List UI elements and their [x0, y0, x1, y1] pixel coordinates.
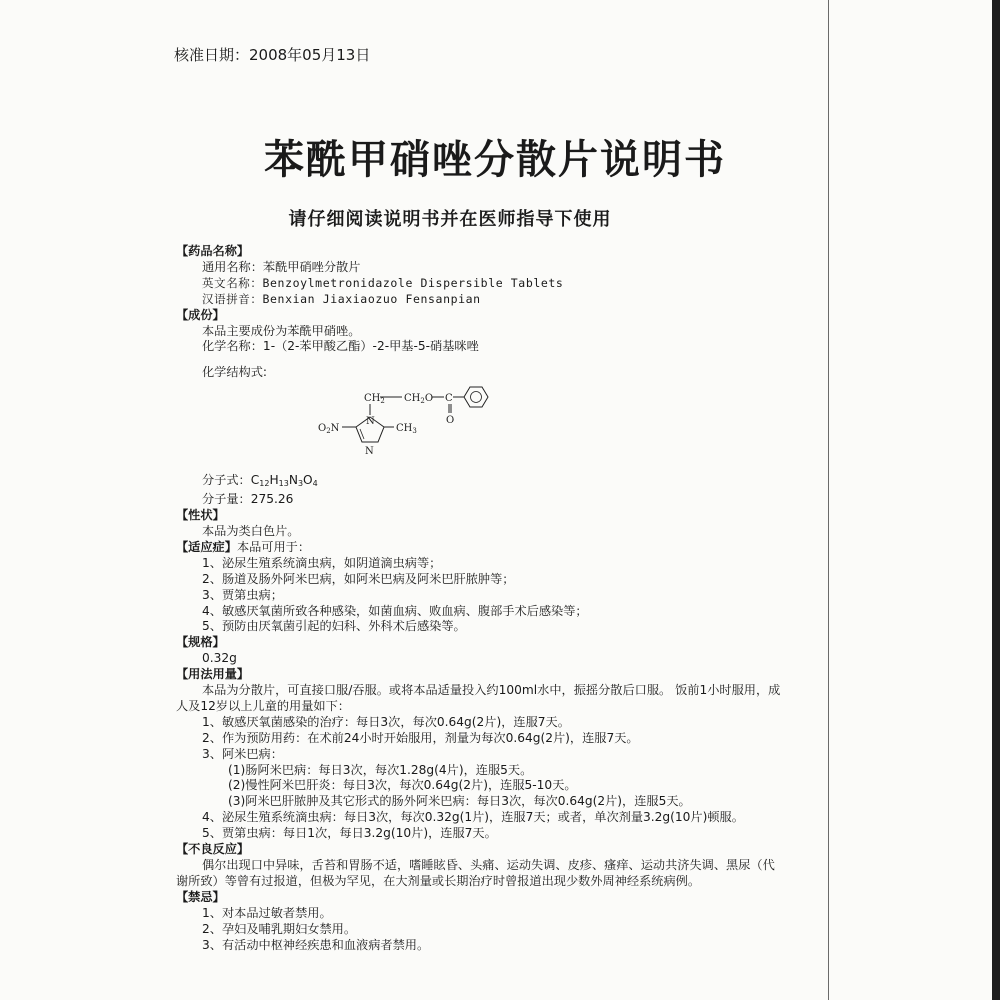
methyl-label: $CH_3$ — [396, 423, 417, 436]
approval-date: 核准日期：2008年05月13日 — [174, 46, 371, 64]
ch2-label-1: $CH_2$ — [364, 393, 385, 406]
section-heading-indications: 【适应症】 — [176, 539, 237, 554]
spec-value: 0.32g — [202, 651, 237, 666]
n3-label: N — [365, 446, 374, 458]
document-body — [176, 244, 816, 953]
section-heading-adverse: 【不良反应】 — [176, 842, 250, 857]
dosage-intro: 本品为分散片，可直接口服/吞服。或将本品适量投入约100ml水中，振摇分散后口服。 饭前1小时服用，成人及12岁以上儿童的用量如下： — [176, 683, 781, 713]
section-heading-dosage: 【用法用量】 — [176, 667, 250, 682]
indications-line — [176, 540, 816, 556]
section-heading-name: 【药品名称】 — [176, 244, 250, 258]
document-title: 苯酰甲硝唑分散片说明书 — [264, 137, 726, 183]
section-heading-contraindications: 【禁忌】 — [176, 889, 225, 904]
dosage-subitem: (3)阿米巴肝脓肿及其它形式的肠外阿米巴病：每日3次，每次0.64g(2片)，连服5天。 — [228, 794, 691, 809]
english-name: 英文名称：Benzoylmetronidazole Dispersible Tablets — [202, 275, 564, 290]
indication-item: 3、贾第虫病； — [202, 587, 283, 602]
indications-intro: 本品可用于： — [236, 539, 311, 554]
molecular-formula-line — [176, 473, 816, 492]
dosage-subitem: (1)肠阿米巴病：每日3次，每次1.28g(4片)，连服5天。 — [228, 762, 533, 777]
main-ingredient: 本品主要成份为苯酰甲硝唑。 — [202, 323, 361, 338]
section-heading-spec: 【规格】 — [176, 635, 225, 650]
dosage-item: 3、阿米巴病： — [202, 746, 283, 761]
molecular-formula: $C_{12}H_{13}N_3O_4$ — [250, 473, 318, 489]
indication-item: 4、敏感厌氧菌所致各种感染，如菌血病、败血病、腹部手术后感染等； — [202, 603, 588, 618]
generic-name: 通用名称：苯酰甲硝唑分散片 — [202, 259, 361, 274]
indication-item: 5、预防由厌氧菌引起的妇科、外科术后感染等。 — [202, 619, 466, 634]
nitro-label: $O_2N$ — [318, 423, 340, 436]
chemical-name: 化学名称：1-（2-苯甲酸乙酯）-2-甲基-5-硝基咪唑 — [202, 339, 479, 354]
carbonyl-c-label: C — [445, 393, 453, 405]
section-heading-properties: 【性状】 — [176, 508, 225, 523]
molecular-formula-label: 分子式： — [202, 473, 251, 488]
contraindication-item: 2、孕妇及哺乳期妇女禁用。 — [202, 921, 357, 936]
scan-edge-shadow — [992, 0, 1000, 1000]
document-subtitle: 请仔细阅读说明书并在医师指导下使用 — [288, 209, 612, 230]
contraindication-item: 3、有活动中枢神经疾患和血液病者禁用。 — [202, 937, 430, 952]
dosage-item: 1、敏感厌氧菌感染的治疗：每日3次，每次0.64g(2片)，连服7天。 — [202, 714, 570, 729]
ch2o-label: $CH_2O$ — [404, 393, 434, 406]
adverse-text: 偶尔出现口中异味，舌苔和胃肠不适，嗜睡眩昏、头痛、运动失调、皮疹、瘙痒、运动共济失调、黑尿（代谢所致）等曾有过报道，但极为罕见，在大剂量或长期治疗时曾报道出现少数外周神经系统病例。 — [176, 858, 775, 888]
pinyin-name: 汉语拼音：Benxian Jiaxiaozuo Fensanpian — [202, 291, 481, 306]
dosage-item: 5、贾第虫病：每日1次，每日3.2g(10片)，连服7天。 — [202, 826, 497, 841]
indication-item: 1、泌尿生殖系统滴虫病，如阴道滴虫病等； — [202, 555, 442, 570]
benzene-ring — [464, 387, 488, 407]
n1-label: N — [366, 416, 375, 428]
structure-label: 化学结构式: — [202, 365, 268, 380]
contraindication-item: 1、对本品过敏者禁用。 — [202, 905, 332, 920]
properties-text: 本品为类白色片。 — [202, 523, 300, 538]
chemical-structure-diagram — [312, 387, 816, 473]
indication-item: 2、肠道及肠外阿米巴病，如阿米巴病及阿米巴肝脓肿等； — [202, 571, 515, 586]
dosage-item: 4、泌尿生殖系统滴虫病：每日3次，每次0.32g(1片)，连服7天；或者，单次剂量3.2g(10片)顿服。 — [202, 810, 744, 825]
dosage-subitem: (2)慢性阿米巴肝炎：每日3次，每次0.64g(2片)，连服5-10天。 — [228, 778, 577, 793]
molecular-weight: 分子量：275.26 — [202, 492, 294, 507]
dosage-item: 2、作为预防用药：在术前24小时开始服用，剂量为每次0.64g(2片)，连服7天。 — [202, 730, 639, 745]
carbonyl-o-label: O — [446, 415, 455, 427]
section-heading-composition: 【成份】 — [176, 307, 225, 322]
